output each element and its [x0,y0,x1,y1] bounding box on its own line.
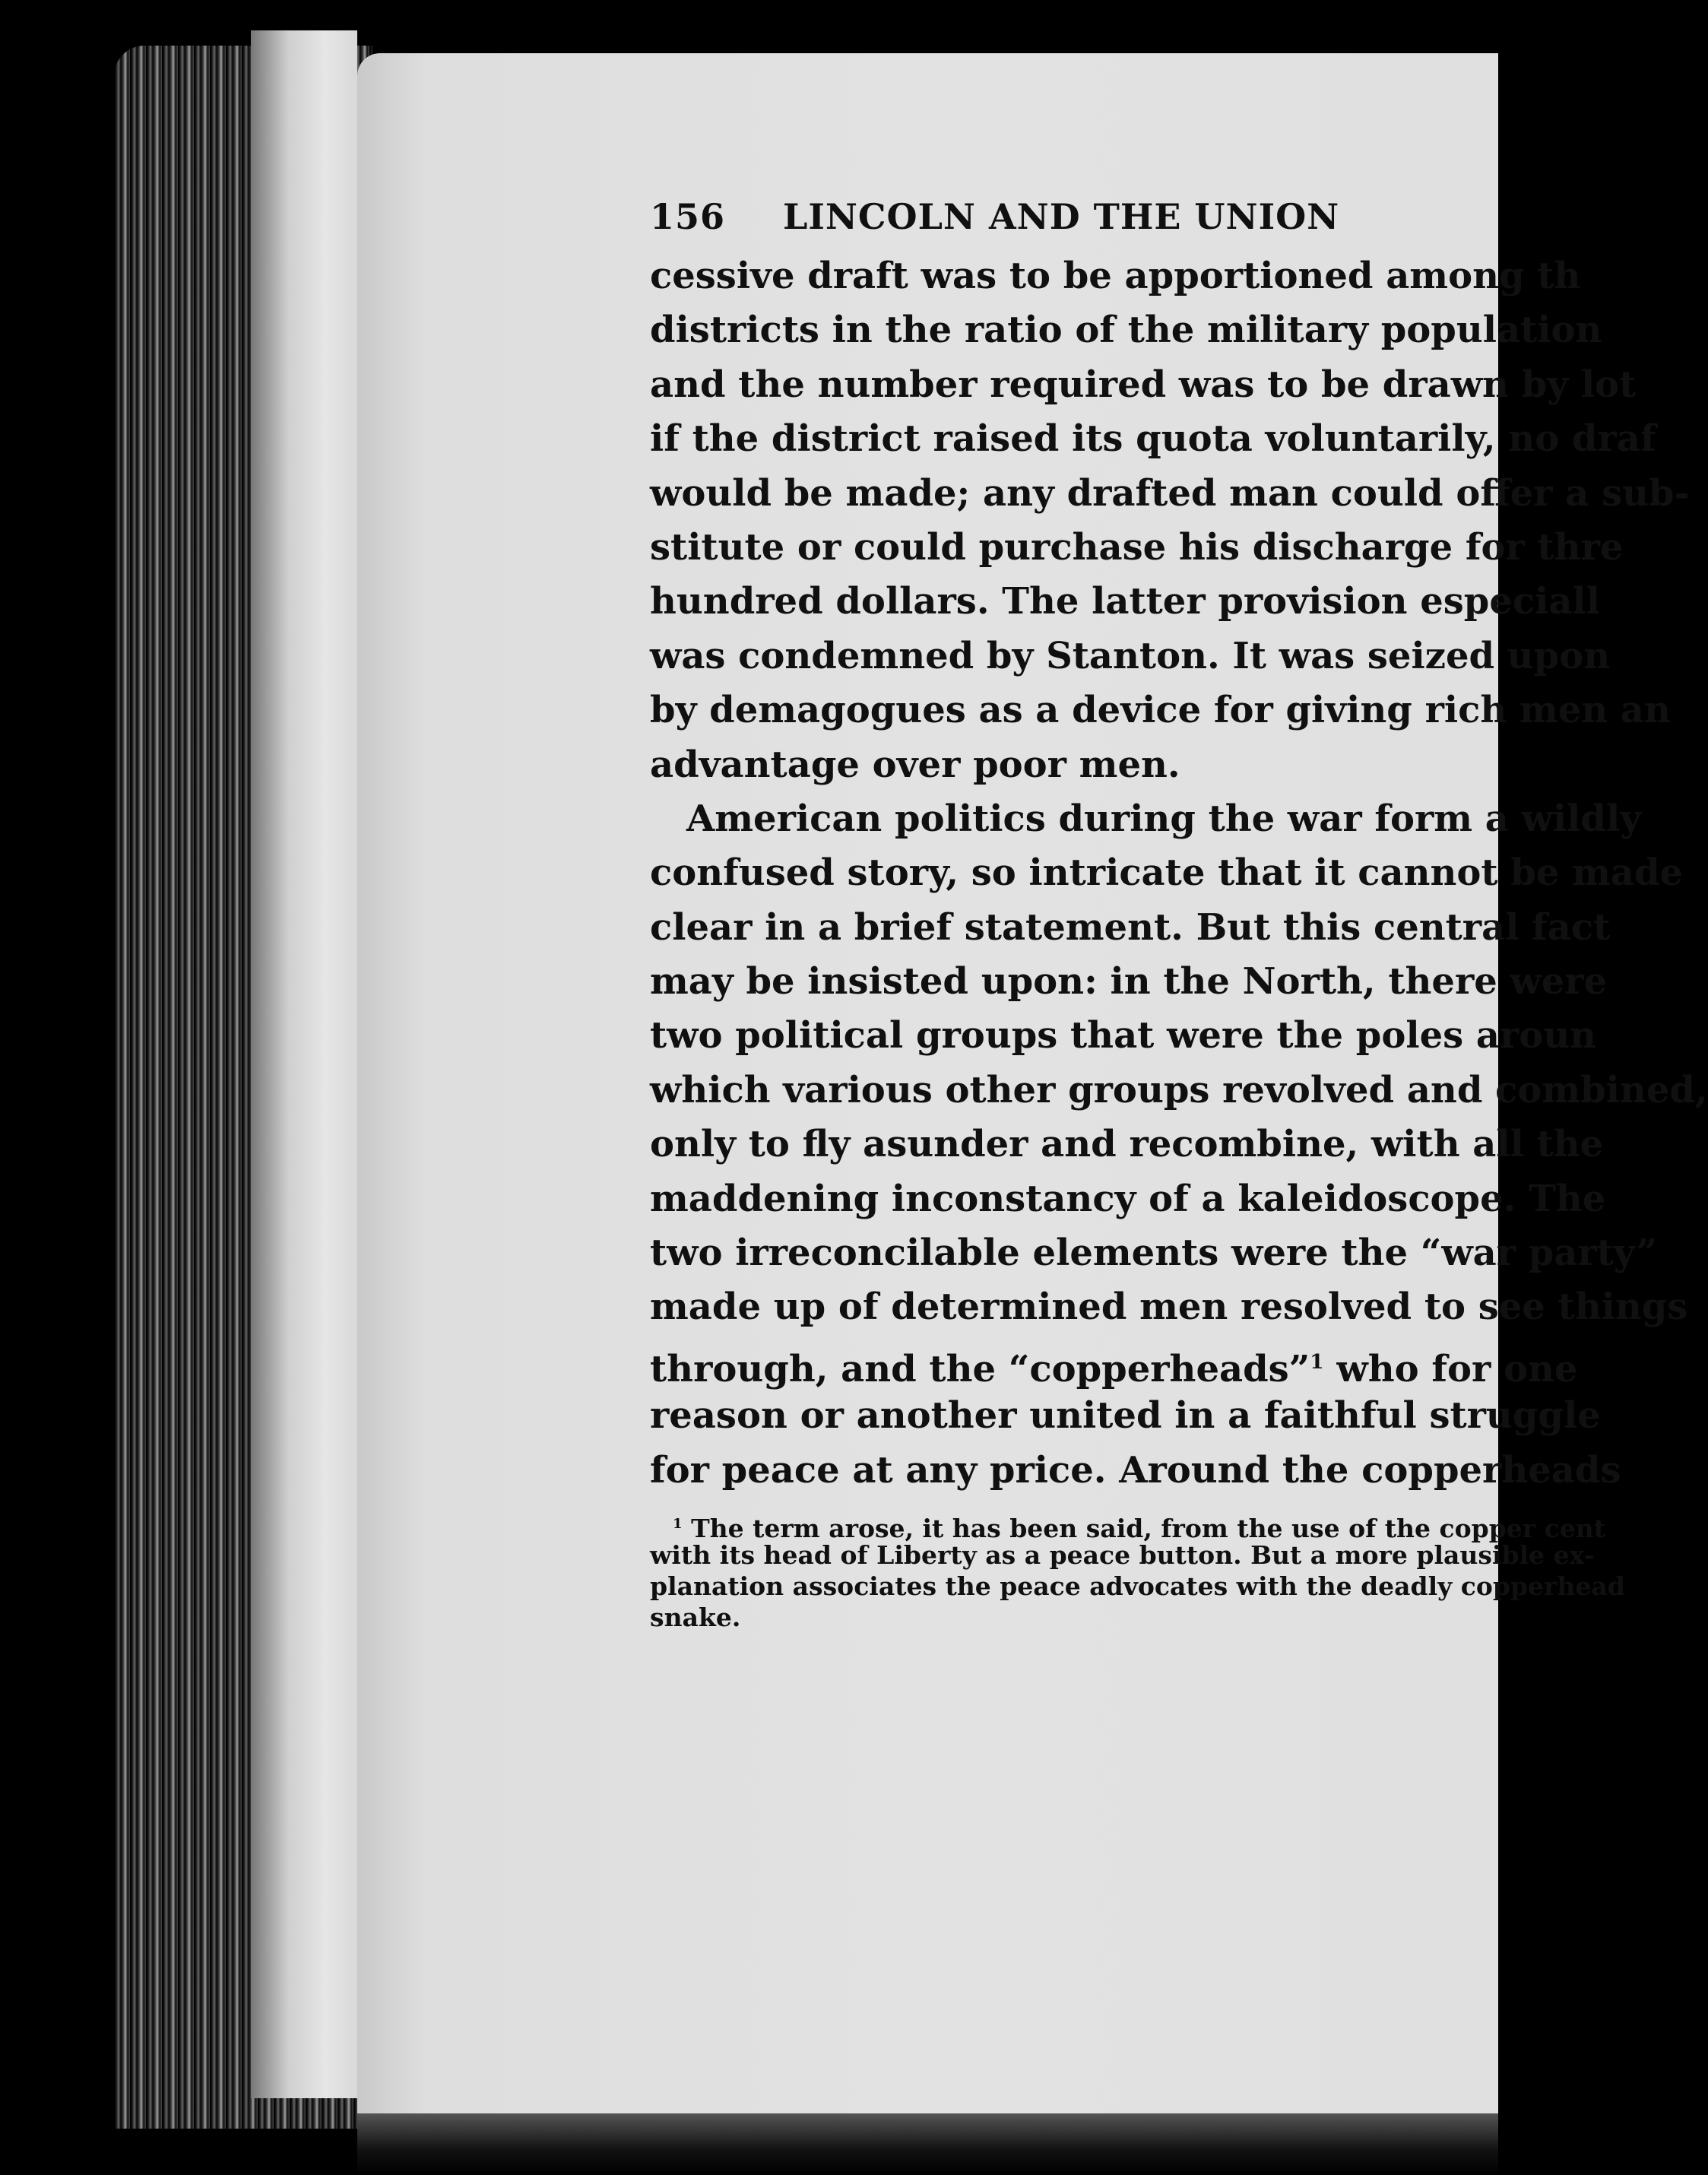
footnote-reference: 1 [1310,1349,1324,1374]
text-line: was condemned by Stanton. It was seized upon [650,634,1611,677]
page-bottom-edge [357,2113,1498,2175]
running-title: LINCOLN AND THE UNION [783,196,1340,237]
text-line: by demagogues as a device for giving rich men an [650,689,1671,732]
text-line: only to fly asunder and recombine, with all the [650,1123,1604,1166]
footnote-line: planation associates the peace advocates with the deadly copperhead [650,1571,1625,1601]
text-line: which various other groups revolved and combined, [650,1068,1708,1111]
text-line: reason or another united in a faithful struggle [650,1394,1601,1438]
page-number: 156 [650,196,726,237]
page-text [650,196,1708,1633]
text-line: would be made; any drafted man could offer a sub- [650,471,1690,515]
text-line: cessive draft was to be apportioned among th [650,255,1581,297]
text-line: hundred dollars. The latter provision especiall [650,580,1600,623]
text-line: districts in the ratio of the military population [650,309,1602,352]
running-header [650,196,1562,249]
text-line: stitute or could purchase his discharge for thre [650,525,1624,569]
text-line: American politics during the war form a wildly [686,797,1642,840]
text-line: two political groups that were the poles aroun [650,1014,1597,1057]
book-gutter [251,30,357,2098]
text-line: for peace at any price. Around the copperheads [650,1448,1621,1492]
text-line-part: who for one [1323,1347,1578,1390]
main-text [650,249,1708,1498]
text-line: may be insisted upon: in the North, there were [650,960,1608,1003]
text-line: maddening inconstancy of a kaleidoscope. The [650,1177,1606,1220]
text-line: advantage over poor men. [650,743,1180,786]
text-line: two irreconcilable elements were the “war party” [650,1232,1658,1275]
footnote-text: The term arose, it has been said, from the use of the copper cent [691,1513,1605,1543]
text-line: clear in a brief statement. But this central fact [650,905,1611,949]
footnote-marker: 1 [673,1515,683,1532]
text-line: and the number required was to be drawn by lot [650,363,1637,406]
text-line: confused story, so intricate that it cannot be made [650,851,1684,895]
text-line [650,1335,1578,1390]
footnote-line: snake. [650,1602,741,1632]
text-line: if the district raised its quota voluntarily, no draf [650,417,1656,461]
footnote [650,1508,1625,1633]
text-line: made up of determined men resolved to see things [650,1286,1688,1329]
text-line-part: through, and the “copperheads” [650,1347,1310,1390]
footnote-line [650,1508,1605,1543]
footnote-line: with its head of Liberty as a peace button. But a more plausible ex- [650,1539,1595,1570]
